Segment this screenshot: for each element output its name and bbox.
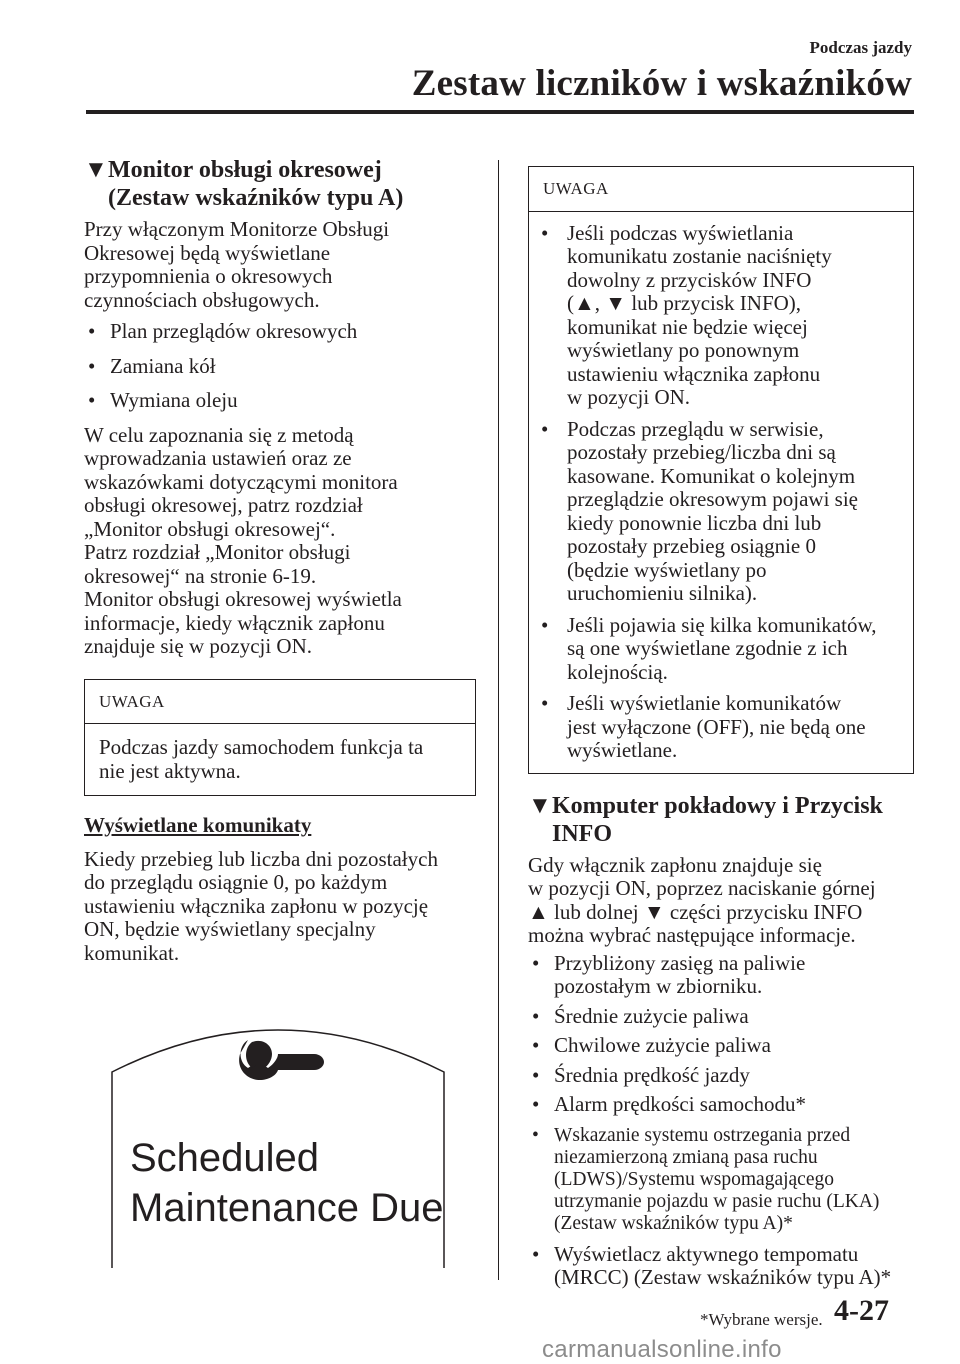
- list-item: • Podczas przeglądu w serwisie, pozostały przebieg/liczba dni są kasowane. Komunikat o kolejnym przeglądzie okresowym pojawi się kiedy ponownie liczba dni lub pozostały przebieg osiągnie 0 (będzie wyświetlany po uruchomieniu silnika).: [541, 416, 858, 605]
- watermark: carmanualsonline.info: [542, 1336, 782, 1363]
- bullet-icon: •: [88, 388, 96, 412]
- list-item: • Wskazanie systemu ostrzegania przed niezamierzoną zmianą pasa ruchu (LDWS)/Systemu wspomagającego utrzymanie pojazdu w pasie ruchu (LKA) (Zestaw wskaźników typu A)*: [532, 1124, 880, 1234]
- section-heading-maintenance: ▼ Monitor obsługi okresowej (Zestaw wskaźników typu A): [84, 157, 404, 211]
- note-heading: UWAGA: [85, 680, 475, 725]
- list-item: • Zamiana kół: [88, 353, 216, 378]
- bullet-icon: •: [541, 691, 549, 715]
- maintenance-list: [84, 320, 476, 413]
- note-body: [529, 212, 913, 773]
- bullet-icon: •: [532, 1033, 540, 1057]
- triangle-down-icon: ▼: [84, 157, 108, 183]
- section-label: Podczas jazdy: [809, 38, 912, 57]
- list-item: • Średnie zużycie paliwa: [532, 1003, 749, 1028]
- section-heading-trip-computer: ▼ Komputer pokładowy i Przycisk INFO: [528, 792, 883, 847]
- column-divider: [498, 160, 499, 1280]
- list-item: • Plan przeglądów okresowych: [88, 319, 358, 343]
- wrench-icon: [239, 1040, 324, 1080]
- note-heading: UWAGA: [529, 167, 913, 212]
- bullet-icon: •: [532, 1003, 540, 1028]
- list-item: • Chwilowe zużycie paliwa: [532, 1033, 771, 1057]
- bullet-icon: •: [532, 950, 540, 975]
- list-item: • Średnia prędkość jazdy: [532, 1062, 750, 1087]
- intro-paragraph: Przy włączonym Monitorze Obsługi Okresowej będą wyświetlane przypomnienia o okresowych czynnościach obsługowych.: [84, 217, 390, 312]
- note-box-left: [84, 679, 476, 797]
- note-box-right: [528, 166, 914, 774]
- list-item: • Wymiana oleju: [88, 388, 238, 412]
- triangle-down-icon: ▼: [528, 792, 552, 819]
- subheading-messages: Wyświetlane komunikaty: [84, 813, 312, 837]
- list-item: • Wyświetlacz aktywnego tempomatu (MRCC) (Zestaw wskaźników typu A)*: [532, 1241, 892, 1289]
- note-list: [537, 222, 903, 763]
- bullet-icon: •: [88, 353, 96, 378]
- list-item: • Przybliżony zasięg na paliwie pozostałym w zbiorniku.: [532, 950, 806, 998]
- messages-paragraph: Kiedy przebieg lub liczba dni pozostałych do przeglądu osiągnie 0, po każdym ustawieniu włącznika zapłonu w pozycję ON, będzie wyświetlany specjalny komunikat.: [84, 846, 438, 965]
- reference-paragraph: W celu zapoznania się z metodą wprowadzania ustawień oraz ze wskazówkami dotyczącymi monitora obsługi okresowej, patrz rozdział „Monitor obsługi okresowej“. Patrz rozdział „Monitor obsługi okresowej“ na stronie 6-19. Monitor obsługi okresowej wyświetla informacje, kiedy włącznik zapłonu znajduje się w pozycji ON.: [84, 422, 402, 658]
- page-number: 4-27: [834, 1294, 889, 1327]
- bullet-icon: •: [541, 416, 549, 441]
- header-rule: [86, 110, 914, 114]
- bullet-icon: •: [541, 220, 549, 245]
- scheduled-maintenance-display: [110, 1018, 446, 1268]
- display-line-2: Maintenance Due: [130, 1186, 444, 1230]
- trip-info-list: [528, 952, 914, 1117]
- display-line-1: Scheduled: [130, 1136, 320, 1180]
- trip-info-list-last: [528, 1243, 914, 1290]
- list-item: • Alarm prędkości samochodu*: [532, 1092, 806, 1116]
- bullet-icon: •: [541, 612, 549, 637]
- bullet-icon: •: [532, 1062, 540, 1087]
- left-column: [84, 156, 476, 969]
- list-item: • Jeśli wyświetlanie komunikatów jest wyłączone (OFF), nie będą one wyświetlane.: [541, 691, 866, 762]
- bullet-icon: •: [88, 319, 96, 343]
- bullet-icon: •: [532, 1092, 540, 1116]
- right-column: [528, 166, 914, 1298]
- bullet-icon: •: [532, 1124, 539, 1146]
- footer-note: *Wybrane wersje.: [700, 1310, 823, 1329]
- trip-intro-paragraph: Gdy włącznik zapłonu znajduje się w pozycji ON, poprzez naciskanie górnej ▲ lub dolnej ▼ części przycisku INFO można wybrać następujące informacje.: [528, 852, 876, 947]
- list-item: • Jeśli podczas wyświetlania komunikatu zostanie naciśnięty dowolny z przycisków INFO (▲, ▼ lub przycisk INFO), komunikat nie będzie więcej wyświetlany po ponownym ustawieniu włącznika zapłonu w pozycji ON.: [541, 220, 832, 409]
- trip-info-list-small: [528, 1125, 914, 1235]
- chapter-title: Zestaw liczników i wskaźników: [411, 63, 912, 104]
- bullet-icon: •: [532, 1241, 540, 1266]
- note-body: Podczas jazdy samochodem funkcja ta nie jest aktywna.: [99, 735, 424, 783]
- list-item: • Jeśli pojawia się kilka komunikatów, są one wyświetlane zgodnie z ich kolejnością.: [541, 612, 877, 684]
